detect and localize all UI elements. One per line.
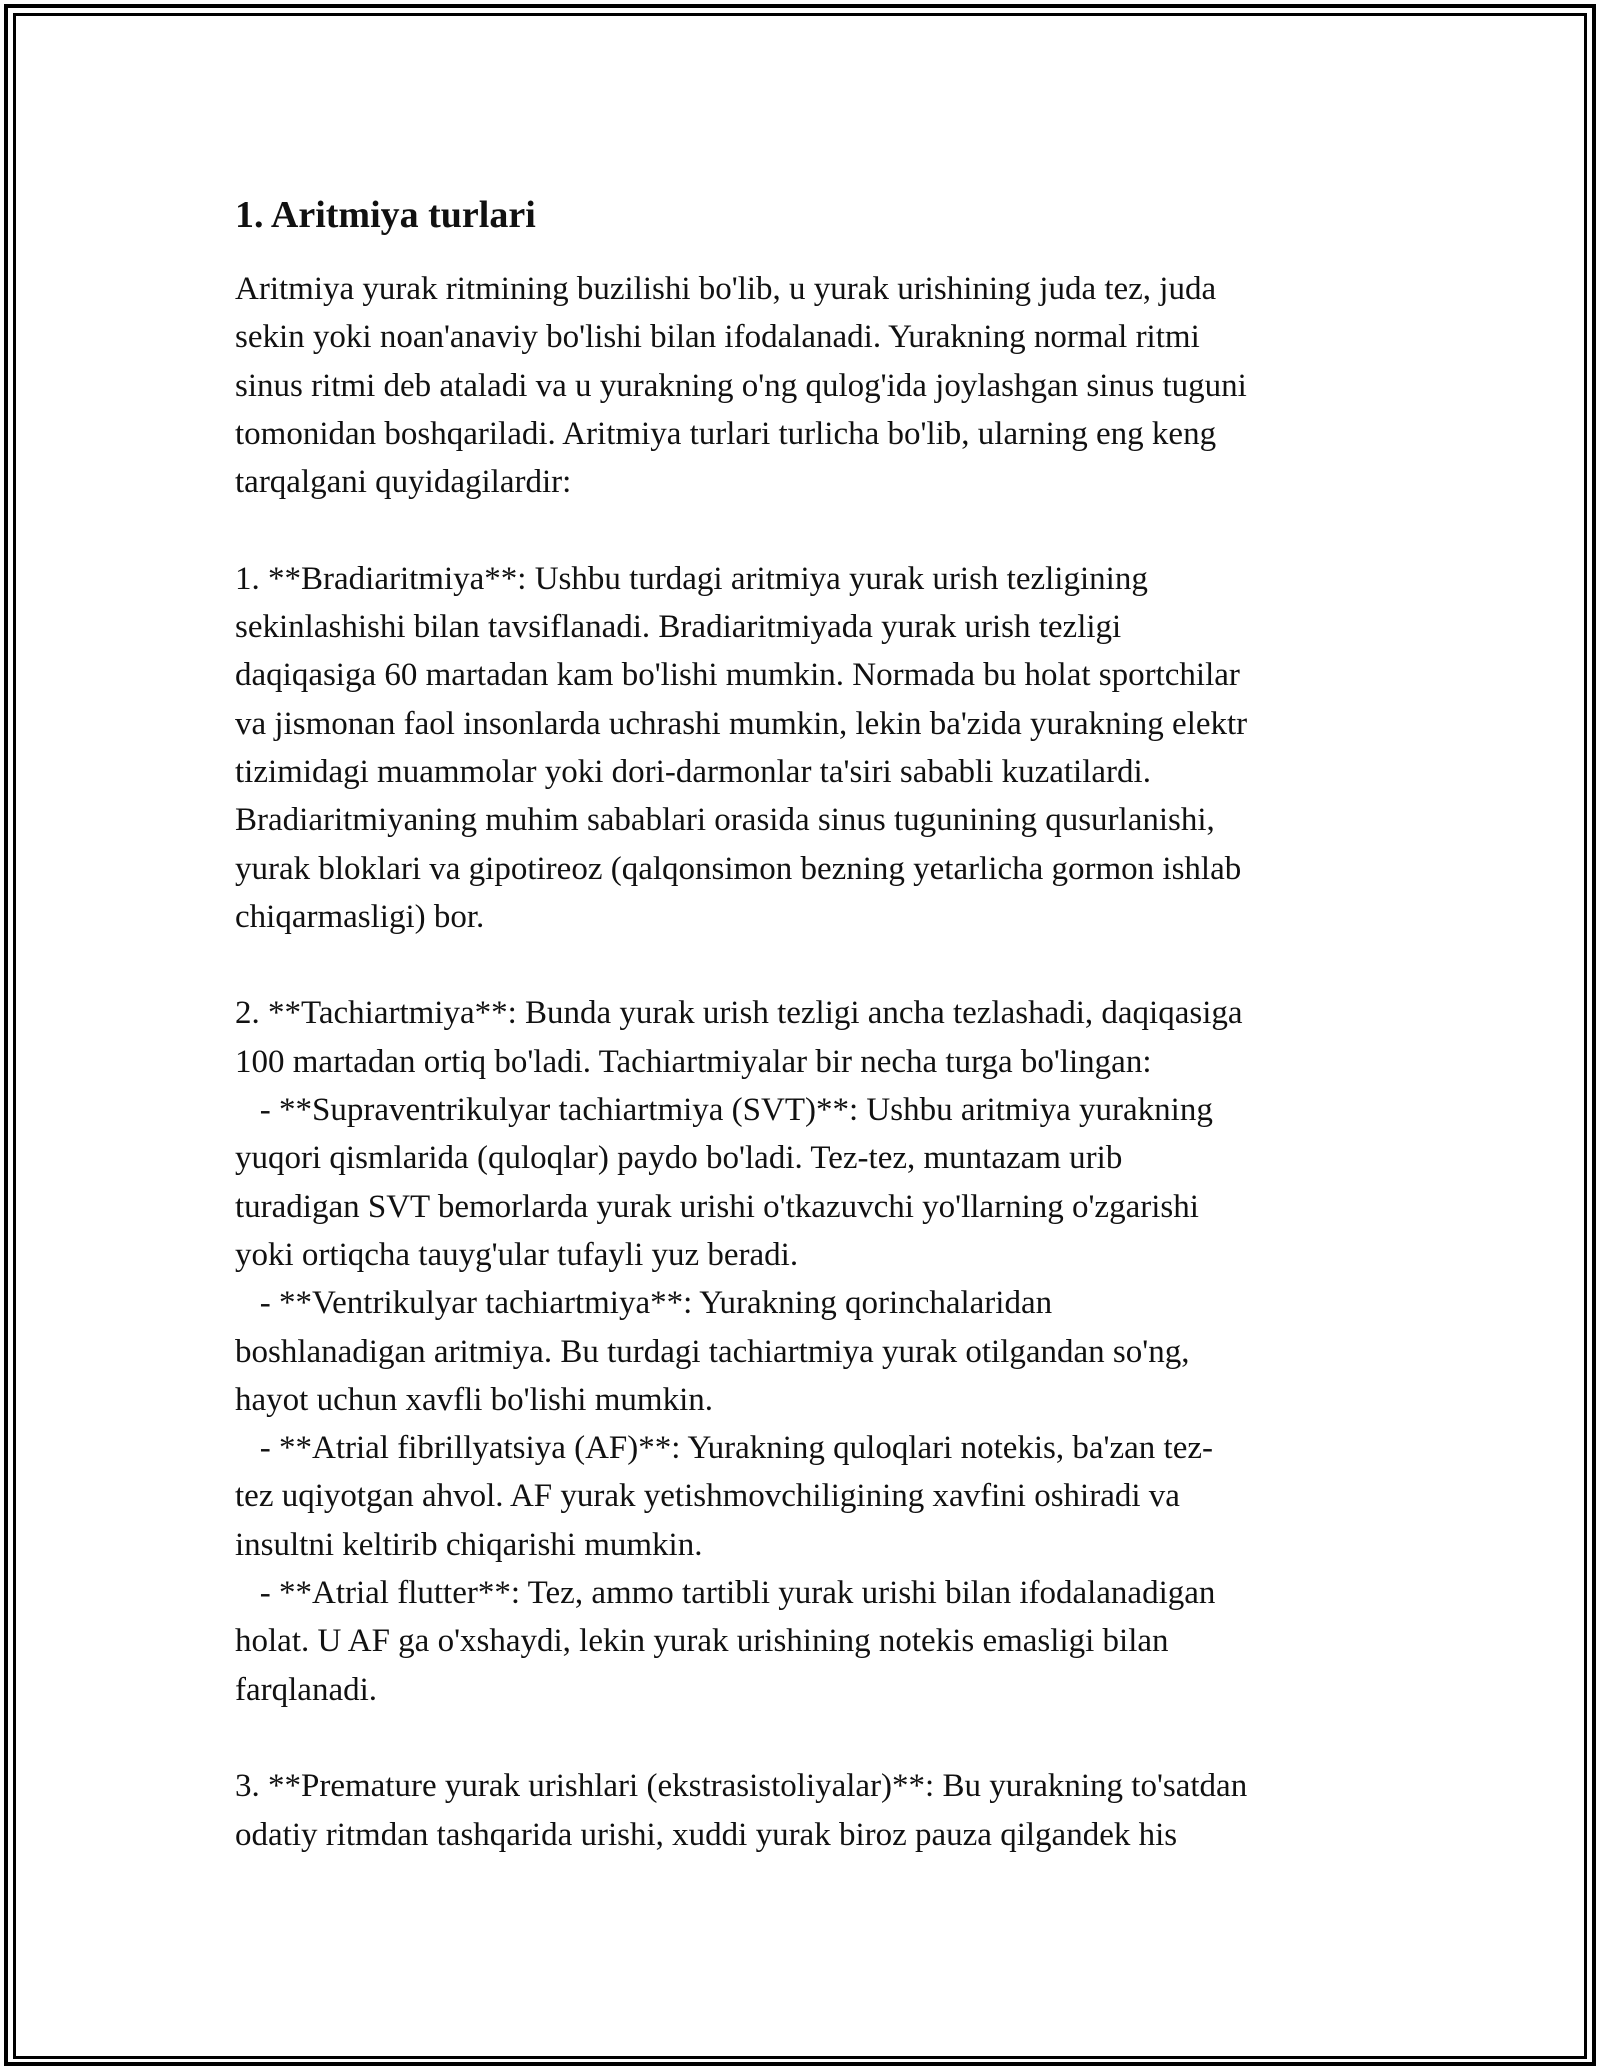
text-line: 2. **Tachiartmiya**: Bunda yurak urish tezligi ancha tezlashadi, daqiqasiga [235,995,1243,1032]
text-line: hayot uchun xavfli bo'lishi mumkin. [235,1381,713,1418]
text-line: yurak bloklari va gipotireoz (qalqonsimon bezning yetarlicha gormon ishlab [235,850,1242,887]
text-line: daqiqasiga 60 martadan kam bo'lishi mumkin. Normada bu holat sportchilar [235,657,1240,694]
text-line: sekinlashishi bilan tavsiflanadi. Bradiaritmiyada yurak urish tezligi [235,609,1122,646]
text-line: tomonidan boshqariladi. Aritmiya turlari turlicha bo'lib, ularning eng keng [235,415,1217,452]
text-line: yuqori qismlarida (quloqlar) paydo bo'ladi. Tez-tez, muntazam urib [235,1140,1123,1177]
text-line: yoki ortiqcha tauyg'ular tufayli yuz beradi. [235,1236,799,1273]
document-body [235,185,1365,1859]
text-line: turadigan SVT bemorlarda yurak urishi o'tkazuvchi yo'llarning o'zgarishi [235,1188,1199,1225]
text-line: odatiy ritmdan tashqarida urishi, xuddi yurak biroz pauza qilgandek his [235,1816,1178,1853]
text-line [235,1714,1365,1762]
text-line: tez uqiyotgan ahvol. AF yurak yetishmovchiligining xavfini oshiradi va [235,1478,1180,1515]
text-line: Aritmiya yurak ritmining buzilishi bo'lib, u yurak urishining juda tez, juda [235,271,1217,307]
section-heading: 1. Aritmiya turlari [235,194,536,236]
text-line: holat. U AF ga o'xshaydi, lekin yurak urishining notekis emasligi bilan [235,1623,1169,1660]
text-line: 3. **Premature yurak urishlari (ekstrasistoliyalar)**: Bu yurakning to'satdan [235,1768,1248,1805]
text-lines [235,265,1365,1859]
text-line: tarqalgani quyidagilardir: [235,464,572,501]
text-line: boshlanadigan aritmiya. Bu turdagi tachiartmiya yurak otilgandan so'ng, [235,1333,1190,1370]
text-line: sinus ritmi deb ataladi va u yurakning o'ng qulog'ida joylashgan sinus tuguni [235,367,1247,404]
text-line: tizimidagi muammolar yoki dori-darmonlar ta'siri sababli kuzatilardi. [235,753,1151,790]
text-line: sekin yoki noan'anaviy bo'lishi bilan ifodalanadi. Yurakning normal ritmi [235,319,1200,356]
text-line: 100 martadan ortiq bo'ladi. Tachiartmiyalar bir necha turga bo'lingan: [235,1043,1152,1080]
text-line: Bradiaritmiyaning muhim sabablari orasida sinus tugunining qusurlanishi, [235,802,1215,839]
text-line: farqlanadi. [235,1671,378,1708]
text-line: - **Atrial fibrillyatsiya (AF)**: Yurakning quloqlari notekis, ba'zan tez- [235,1430,1213,1467]
text-line: 1. **Bradiaritmiya**: Ushbu turdagi aritmiya yurak urish tezligining [235,560,1148,597]
text-line: chiqarmasligi) bor. [235,898,485,935]
text-line: - **Atrial flutter**: Tez, ammo tartibli yurak urishi bilan ifodalanadigan [235,1575,1216,1612]
text-line: va jismonan faol insonlarda uchrashi mumkin, lekin ba'zida yurakning elektr [235,705,1248,742]
text-line: insultni keltirib chiqarishi mumkin. [235,1526,703,1563]
text-line: - **Ventrikulyar tachiartmiya**: Yurakning qorinchalaridan [235,1285,1053,1322]
text-line [235,506,1365,554]
text-line: - **Supraventrikulyar tachiartmiya (SVT)**: Ushbu aritmiya yurakning [235,1092,1213,1129]
text-line [235,941,1365,989]
